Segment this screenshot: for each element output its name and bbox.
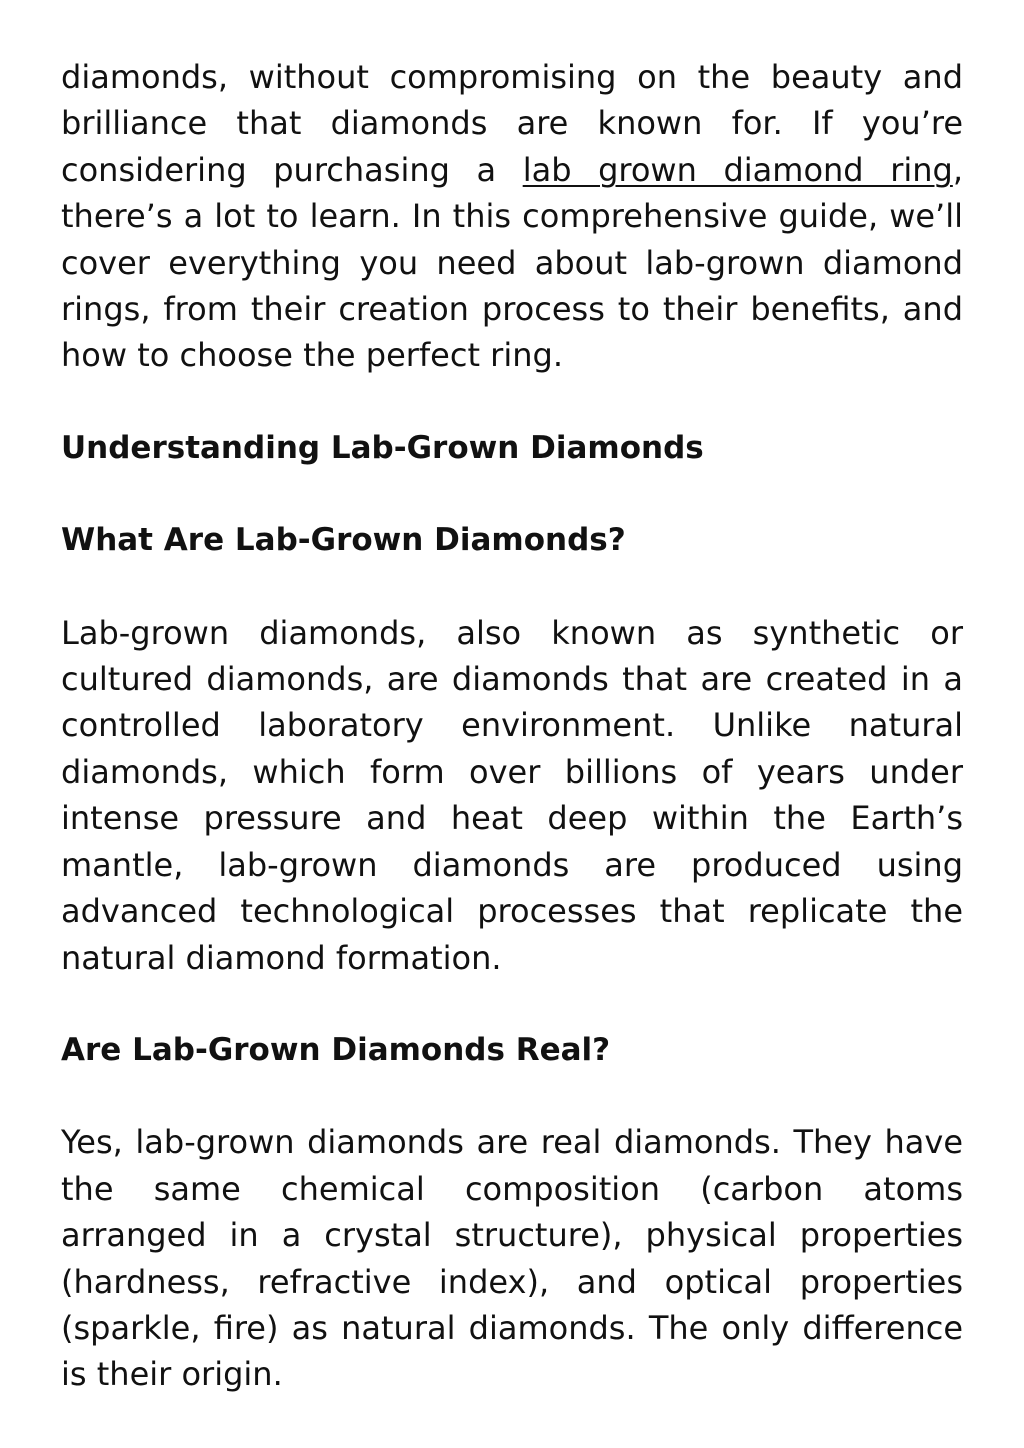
are-real-paragraph: Yes, lab-grown diamonds are real diamonds. They have the same chemical composition (carbon atoms arranged in a crystal structure), physical properties (hardness, refractive index), and optical properties (sparkle, fire) as natural diamonds. The only difference is their origin.	[61, 1123, 963, 1394]
are-real-heading: Are Lab-Grown Diamonds Real?	[61, 1031, 611, 1068]
spacer	[61, 1073, 963, 1119]
spacer	[61, 981, 963, 1027]
spacer	[61, 564, 963, 610]
what-are-paragraph: Lab-grown diamonds, also known as synthetic or cultured diamonds, are diamonds that are created in a controlled laboratory environment. Unlike natural diamonds, which form over billions of years under intense pressure and heat deep within the Earth’s mantle, lab-grown diamonds are produced using advanced technological processes that replicate the natural diamond formation.	[61, 613, 963, 977]
what-are-heading: What Are Lab-Grown Diamonds?	[61, 522, 626, 559]
spacer	[61, 379, 963, 425]
section-heading: Understanding Lab-Grown Diamonds	[61, 429, 704, 466]
lab-grown-diamond-ring-link[interactable]: lab grown diamond ring	[522, 150, 953, 189]
intro-paragraph	[61, 54, 963, 379]
intro-text-after-link: , there’s a lot to learn. In this comprehensive guide, we’ll cover everything you need about lab-grown diamond rings, from their creation process to their benefits, and how to choose the perfect ring.	[61, 150, 963, 375]
document-page	[61, 54, 963, 1398]
spacer	[61, 471, 963, 517]
intro-text-before-link: diamonds, without compromising on the beauty and brilliance that diamonds are known for. If you’re considering purchasing a	[61, 58, 963, 189]
